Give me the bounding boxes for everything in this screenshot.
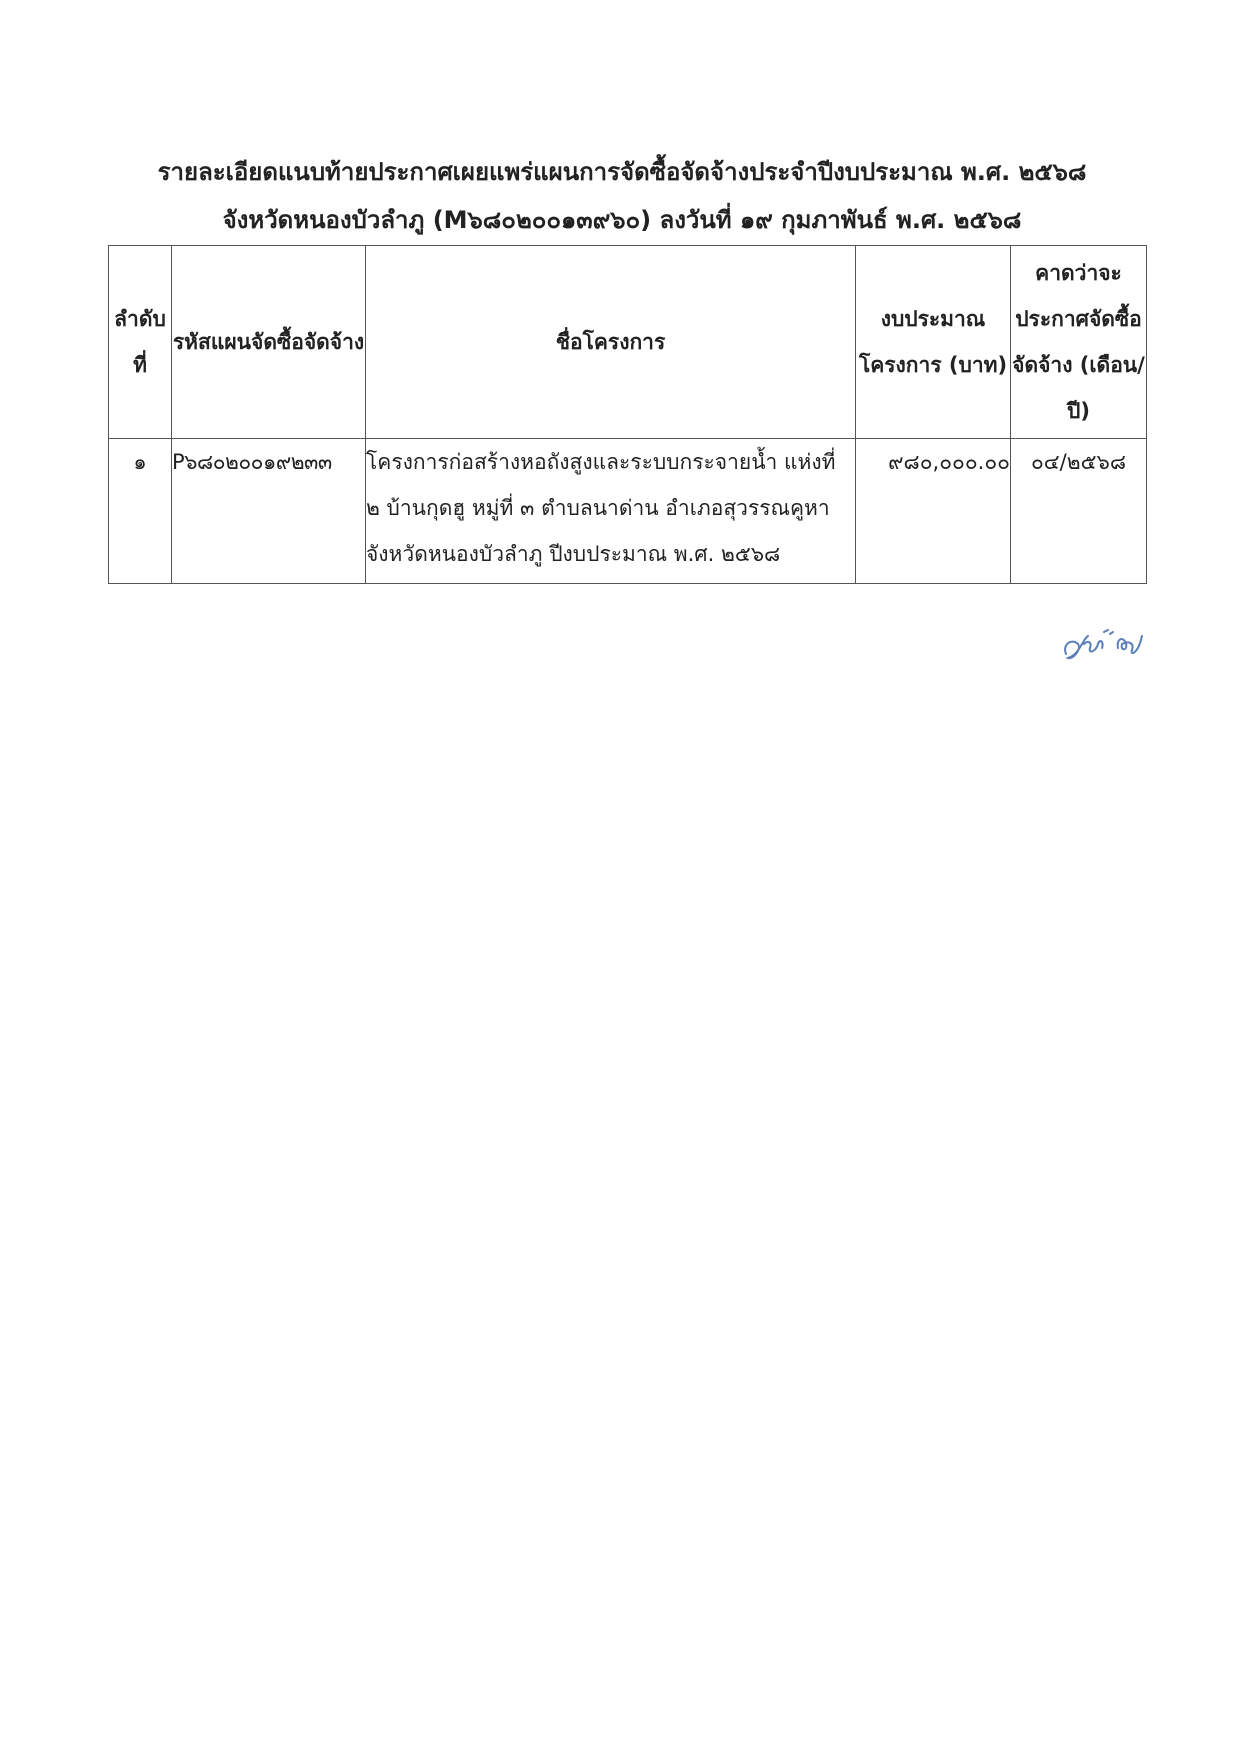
column-header-code: รหัสแผนจัดซื้อจัดจ้าง <box>172 246 366 439</box>
table-header-row <box>109 246 1147 439</box>
column-header-no: ลำดับที่ <box>109 246 172 439</box>
cell-no: ๑ <box>109 439 172 584</box>
document-title: รายละเอียดแนบท้ายประกาศเผยแพร่แผนการจัดซื้อจัดจ้างประจำปีงบประมาณ พ.ศ. ๒๕๖๘ <box>157 158 1087 186</box>
procurement-plan-table <box>108 245 1147 584</box>
cell-plan-code: P๖๘๐๒๐๐๑๙๒๓๓ <box>172 439 366 584</box>
column-header-budget: งบประมาณโครงการ (บาท) <box>856 246 1011 439</box>
column-header-name: ชื่อโครงการ <box>366 246 856 439</box>
document-subtitle: จังหวัดหนองบัวลำภู (M๖๘๐๒๐๐๑๓๙๖๐) ลงวันที่ ๑๙ กุมภาพันธ์ พ.ศ. ๒๕๖๘ <box>222 206 1022 234</box>
signature-mark <box>1058 614 1148 668</box>
table-row <box>109 439 1147 584</box>
cell-project-name: โครงการก่อสร้างหอถังสูงและระบบกระจายน้ำ แห่งที่ ๒ บ้านกุดฮู หมู่ที่ ๓ ตำบลนาด่าน อำเภอสุวรรณคูหา จังหวัดหนองบัวลำภู ปีงบประมาณ พ.ศ. ๒๕๖๘ <box>366 439 856 584</box>
cell-announce-date: ๐๔/๒๕๖๘ <box>1011 439 1147 584</box>
cell-budget: ๙๘๐,๐๐๐.๐๐ <box>856 439 1011 584</box>
column-header-date: คาดว่าจะประกาศจัดซื้อจัดจ้าง (เดือน/ปี) <box>1011 246 1147 439</box>
